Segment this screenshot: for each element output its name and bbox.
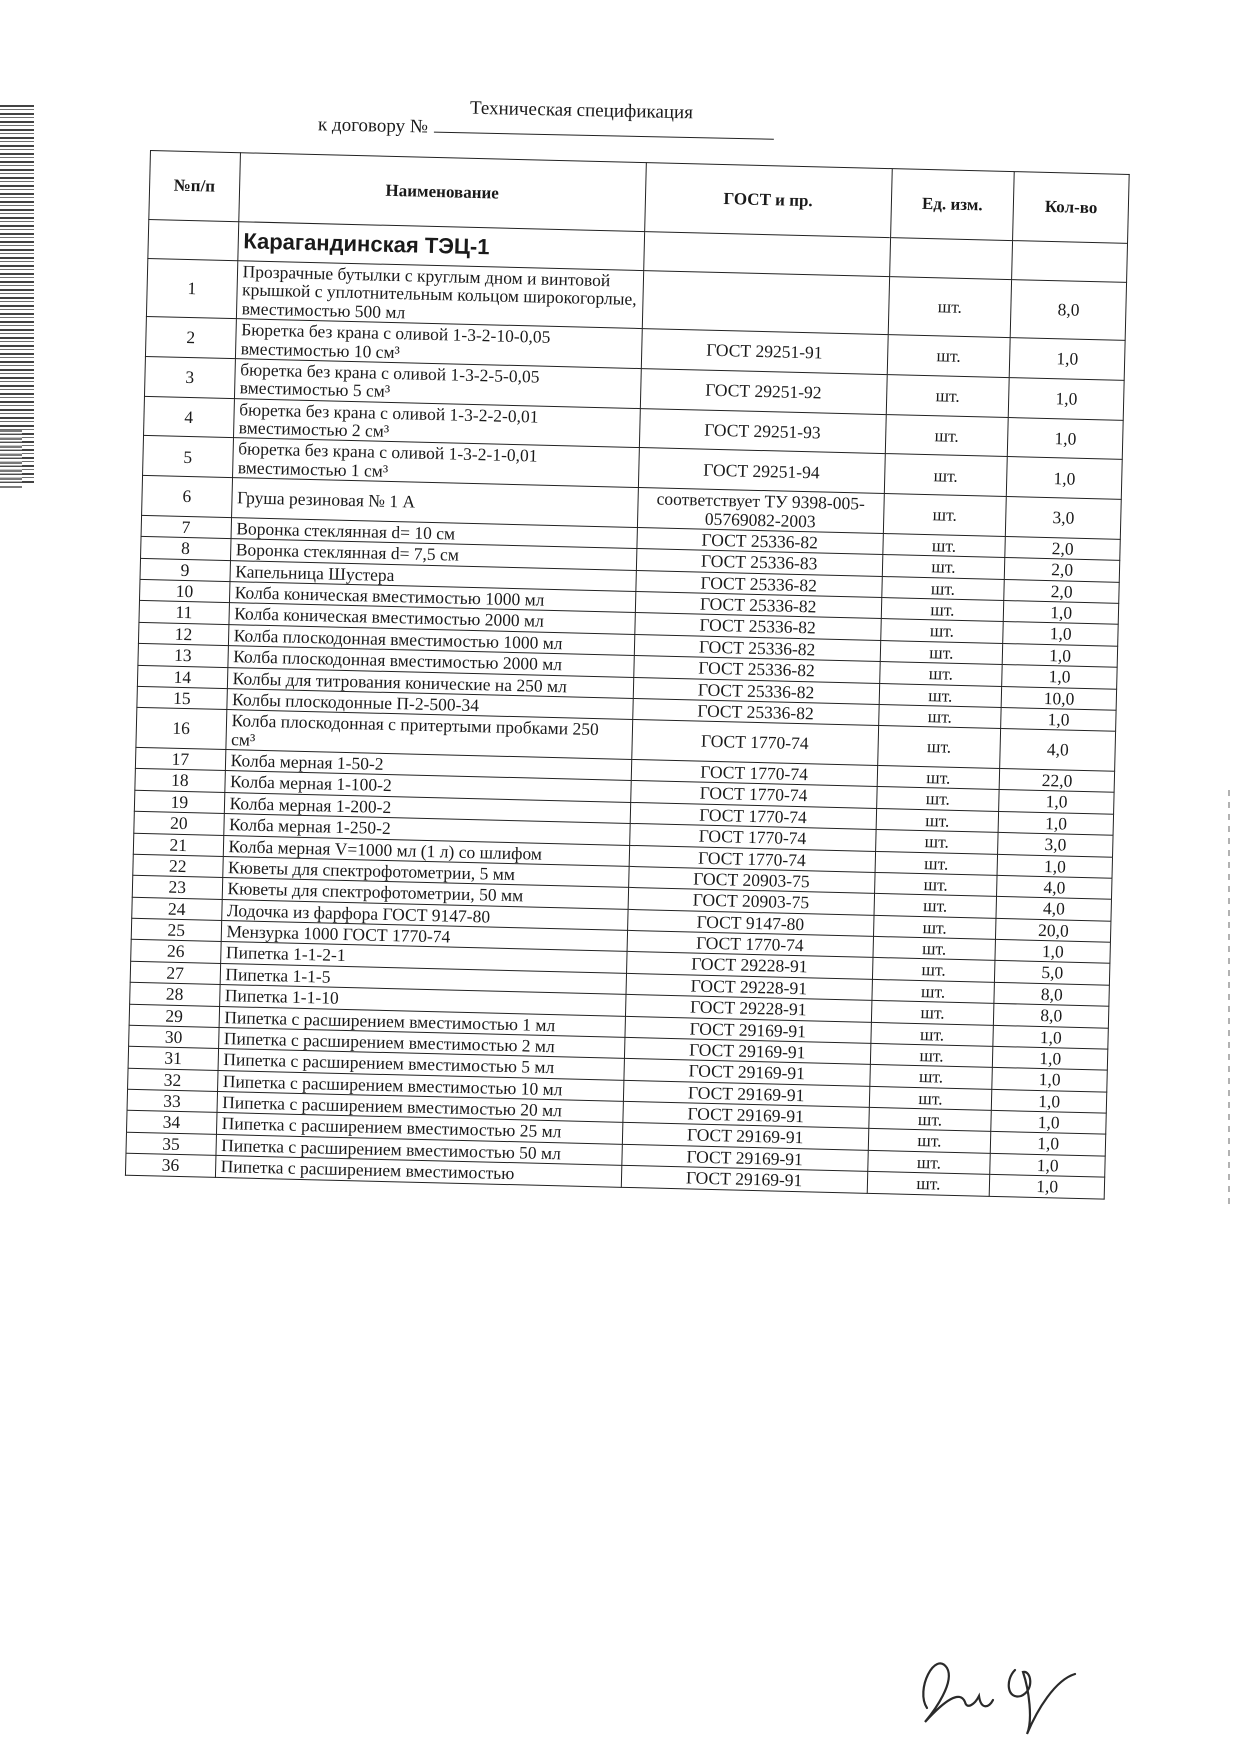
row-number-cell: 23 bbox=[132, 876, 222, 900]
row-name-cell: Прозрачные бутылки с круглым дном и винтовой крышкой с уплотнительным кольцом широкогорлые, вместимостью 500 мл bbox=[236, 261, 643, 329]
row-gost-cell: ГОСТ 9147-80 bbox=[627, 909, 873, 936]
row-number-cell: 26 bbox=[131, 940, 221, 964]
row-number-cell: 9 bbox=[140, 558, 230, 582]
row-name-cell: Пипетка с расширением вместимостью 20 мл bbox=[217, 1091, 624, 1122]
row-name-cell: бюретка без крана с оливой 1-3-2-5-0,05 вместимостью 5 см³ bbox=[234, 359, 641, 409]
column-header-name: Наименование bbox=[238, 153, 646, 232]
row-gost-cell: ГОСТ 29169-91 bbox=[621, 1165, 867, 1192]
row-quantity-cell: 4,0 bbox=[997, 875, 1112, 899]
row-number-cell: 17 bbox=[135, 747, 225, 771]
row-gost-cell: ГОСТ 25336-82 bbox=[637, 527, 883, 554]
row-unit-cell: шт. bbox=[868, 1129, 991, 1153]
row-quantity-cell: 1,0 bbox=[1007, 457, 1123, 500]
row-number-cell: 18 bbox=[135, 769, 225, 793]
row-gost-cell: ГОСТ 29169-91 bbox=[623, 1080, 869, 1107]
row-name-cell: Пипетка с расширением вместимостью 50 мл bbox=[216, 1134, 623, 1165]
row-name-cell: Пипетка с расширением вместимостью bbox=[215, 1156, 622, 1187]
row-name-cell: Пипетка с расширением вместимостью 2 мл bbox=[218, 1027, 625, 1058]
row-name-cell: Пипетка 1-1-2-1 bbox=[220, 942, 627, 973]
row-name-cell: Колба коническая вместимостью 1000 мл bbox=[229, 582, 636, 613]
row-unit-cell: шт. bbox=[869, 1086, 992, 1110]
row-unit-cell: шт. bbox=[873, 915, 996, 939]
row-name-cell: Воронка стеклянная d= 10 см bbox=[231, 517, 638, 548]
row-quantity-cell: 1,0 bbox=[1003, 622, 1118, 646]
row-number-cell: 6 bbox=[142, 476, 233, 518]
row-number-cell: 16 bbox=[136, 708, 227, 750]
row-unit-cell: шт. bbox=[872, 936, 995, 960]
row-gost-cell: ГОСТ 29228-91 bbox=[625, 995, 871, 1022]
section-num-cell bbox=[148, 219, 238, 260]
row-gost-cell: ГОСТ 1770-74 bbox=[630, 781, 876, 808]
row-quantity-cell: 1,0 bbox=[992, 1089, 1107, 1113]
row-quantity-cell: 3,0 bbox=[1006, 497, 1122, 540]
row-number-cell: 31 bbox=[128, 1046, 218, 1070]
row-number-cell: 3 bbox=[144, 356, 235, 398]
row-quantity-cell: 1,0 bbox=[995, 939, 1110, 963]
row-name-cell: Пипетка с расширением вместимостью 10 мл bbox=[217, 1070, 624, 1101]
row-quantity-cell: 2,0 bbox=[1004, 579, 1119, 603]
row-number-cell: 1 bbox=[146, 258, 237, 318]
row-name-cell: Колба плоскодонная с притертыми пробками 250 см³ bbox=[225, 710, 632, 760]
row-quantity-cell: 22,0 bbox=[1000, 768, 1115, 792]
row-unit-cell: шт. bbox=[877, 765, 1000, 789]
row-gost-cell: ГОСТ 29169-91 bbox=[622, 1123, 868, 1150]
row-name-cell: Колба мерная 1-100-2 bbox=[224, 771, 631, 802]
row-gost-cell: ГОСТ 1770-74 bbox=[627, 930, 873, 957]
row-unit-cell: шт. bbox=[888, 277, 1012, 338]
row-number-cell: 32 bbox=[128, 1068, 218, 1092]
row-number-cell: 27 bbox=[130, 961, 220, 985]
row-name-cell: Пипетка с расширением вместимостью 1 мл bbox=[219, 1006, 626, 1037]
row-number-cell: 22 bbox=[133, 854, 223, 878]
row-name-cell: бюретка без крана с оливой 1-3-2-1-0,01 вместимостью 1 см³ bbox=[232, 438, 639, 488]
row-name-cell: бюретка без крана с оливой 1-3-2-2-0,01 вместимостью 2 см³ bbox=[233, 398, 640, 448]
row-unit-cell: шт. bbox=[876, 787, 999, 811]
row-quantity-cell: 1,0 bbox=[993, 1025, 1108, 1049]
row-gost-cell: ГОСТ 29169-91 bbox=[624, 1059, 870, 1086]
row-gost-cell: ГОСТ 20903-75 bbox=[628, 888, 874, 915]
row-gost-cell: ГОСТ 29169-91 bbox=[625, 1016, 871, 1043]
row-unit-cell: шт. bbox=[869, 1065, 992, 1089]
row-quantity-cell: 1,0 bbox=[997, 854, 1112, 878]
row-gost-cell: ГОСТ 1770-74 bbox=[631, 759, 877, 786]
row-name-cell: Пипетка с расширением вместимостью 5 мл bbox=[218, 1049, 625, 1080]
row-number-cell: 35 bbox=[126, 1132, 216, 1156]
row-quantity-cell: 3,0 bbox=[998, 833, 1113, 857]
row-number-cell: 11 bbox=[139, 601, 229, 625]
column-header-gost: ГОСТ и пр. bbox=[644, 163, 891, 238]
row-gost-cell: ГОСТ 29228-91 bbox=[626, 952, 872, 979]
row-name-cell: Колба плоскодонная вместимостью 2000 мл bbox=[227, 646, 634, 677]
row-gost-cell: ГОСТ 1770-74 bbox=[629, 824, 875, 851]
row-unit-cell: шт. bbox=[882, 533, 1005, 557]
row-name-cell: Колбы плоскодонные П-2-500-34 bbox=[226, 688, 633, 719]
row-quantity-cell: 1,0 bbox=[991, 1132, 1106, 1156]
row-quantity-cell: 1,0 bbox=[1003, 643, 1118, 667]
scan-artifact-margin bbox=[1228, 790, 1230, 1210]
row-number-cell: 4 bbox=[144, 396, 235, 438]
row-number-cell: 21 bbox=[133, 833, 223, 857]
row-quantity-cell: 1,0 bbox=[1008, 417, 1124, 460]
row-quantity-cell: 8,0 bbox=[994, 1004, 1109, 1028]
row-gost-cell: ГОСТ 29169-91 bbox=[623, 1101, 869, 1128]
row-gost-cell: ГОСТ 25336-82 bbox=[635, 591, 881, 618]
row-number-cell: 12 bbox=[138, 622, 228, 646]
row-number-cell: 34 bbox=[127, 1111, 217, 1135]
row-name-cell: Воронка стеклянная d= 7,5 см bbox=[230, 539, 637, 570]
row-number-cell: 20 bbox=[134, 811, 224, 835]
row-number-cell: 25 bbox=[131, 918, 221, 942]
row-number-cell: 13 bbox=[138, 643, 228, 667]
row-unit-cell: шт. bbox=[870, 1043, 993, 1067]
column-header-unit: Ед. изм. bbox=[890, 169, 1015, 241]
row-unit-cell: шт. bbox=[879, 683, 1002, 707]
row-unit-cell: шт. bbox=[882, 555, 1005, 579]
row-name-cell: Груша резиновая № 1 А bbox=[231, 478, 638, 528]
row-gost-cell: ГОСТ 25336-82 bbox=[634, 634, 880, 661]
row-gost-cell: ГОСТ 29228-91 bbox=[626, 973, 872, 1000]
row-name-cell: Колба мерная 1-50-2 bbox=[225, 750, 632, 781]
row-unit-cell: шт. bbox=[867, 1171, 990, 1195]
row-unit-cell: шт. bbox=[887, 335, 1011, 378]
row-unit-cell: шт. bbox=[871, 1001, 994, 1025]
row-quantity-cell: 1,0 bbox=[990, 1153, 1105, 1177]
document-title: Техническая спецификация bbox=[469, 97, 694, 124]
row-name-cell: Колба плоскодонная вместимостью 1000 мл bbox=[228, 624, 635, 655]
row-name-cell: Пипетка с расширением вместимостью 25 мл bbox=[216, 1113, 623, 1144]
row-gost-cell: соответствует ТУ 9398-005-05769082-2003 bbox=[637, 488, 884, 534]
scan-artifact-barcode bbox=[0, 105, 34, 485]
row-number-cell: 29 bbox=[129, 1004, 219, 1028]
row-unit-cell: шт. bbox=[878, 704, 1001, 728]
row-name-cell: Бюретка без крана с оливой 1-3-2-10-0,05 вместимостью 10 см³ bbox=[235, 319, 642, 369]
row-quantity-cell: 4,0 bbox=[1000, 729, 1116, 772]
row-quantity-cell: 8,0 bbox=[1011, 280, 1127, 341]
row-gost-cell: ГОСТ 1770-74 bbox=[631, 720, 878, 766]
row-unit-cell: шт. bbox=[879, 662, 1002, 686]
row-name-cell: Колба мерная V=1000 мл (1 л) со шлифом bbox=[223, 835, 630, 866]
row-name-cell: Пипетка 1-1-10 bbox=[219, 985, 626, 1016]
row-name-cell: Колбы для титрования конические на 250 мл bbox=[227, 667, 634, 698]
row-name-cell: Мензурка 1000 ГОСТ 1770-74 bbox=[221, 920, 628, 951]
row-number-cell: 36 bbox=[125, 1153, 215, 1177]
row-number-cell: 15 bbox=[137, 686, 227, 710]
row-gost-cell: ГОСТ 25336-82 bbox=[635, 613, 881, 640]
row-gost-cell bbox=[642, 271, 889, 335]
row-unit-cell: шт. bbox=[874, 872, 997, 896]
section-title: Карагандинская ТЭЦ-1 bbox=[237, 222, 644, 271]
row-gost-cell: ГОСТ 29251-92 bbox=[640, 368, 887, 414]
row-number-cell: 19 bbox=[134, 790, 224, 814]
row-unit-cell: шт. bbox=[883, 494, 1007, 537]
row-gost-cell: ГОСТ 29251-93 bbox=[639, 408, 886, 454]
row-number-cell: 24 bbox=[132, 897, 222, 921]
row-unit-cell: шт. bbox=[871, 979, 994, 1003]
row-unit-cell: шт. bbox=[880, 640, 1003, 664]
row-number-cell: 14 bbox=[137, 665, 227, 689]
row-gost-cell: ГОСТ 25336-82 bbox=[636, 570, 882, 597]
section-gost-cell bbox=[643, 232, 890, 277]
row-quantity-cell: 1,0 bbox=[991, 1110, 1106, 1134]
handwritten-signature bbox=[905, 1630, 1095, 1740]
row-gost-cell: ГОСТ 25336-82 bbox=[633, 677, 879, 704]
row-quantity-cell: 5,0 bbox=[995, 961, 1110, 985]
row-gost-cell: ГОСТ 25336-82 bbox=[634, 656, 880, 683]
row-unit-cell: шт. bbox=[886, 374, 1010, 417]
row-quantity-cell: 1,0 bbox=[1002, 665, 1117, 689]
row-quantity-cell: 1,0 bbox=[1010, 338, 1126, 381]
row-gost-cell: ГОСТ 1770-74 bbox=[630, 802, 876, 829]
row-gost-cell: ГОСТ 29169-91 bbox=[622, 1144, 868, 1171]
section-qty-cell bbox=[1012, 241, 1128, 283]
row-name-cell: Колба коническая вместимостью 2000 мл bbox=[228, 603, 635, 634]
row-number-cell: 7 bbox=[141, 515, 231, 539]
row-number-cell: 5 bbox=[143, 436, 234, 478]
row-name-cell: Капельница Шустера bbox=[230, 560, 637, 591]
row-unit-cell: шт. bbox=[880, 619, 1003, 643]
column-header-quantity: Кол-во bbox=[1013, 172, 1129, 244]
row-gost-cell: ГОСТ 25336-82 bbox=[632, 698, 878, 725]
row-unit-cell: шт. bbox=[867, 1150, 990, 1174]
row-name-cell: Кюветы для спектрофотометрии, 50 мм bbox=[222, 878, 629, 909]
row-unit-cell: шт. bbox=[881, 576, 1004, 600]
row-quantity-cell: 2,0 bbox=[1005, 536, 1120, 560]
row-unit-cell: шт. bbox=[868, 1107, 991, 1131]
row-gost-cell: ГОСТ 25336-83 bbox=[636, 549, 882, 576]
row-gost-cell: ГОСТ 29251-94 bbox=[638, 448, 885, 494]
row-unit-cell: шт. bbox=[875, 830, 998, 854]
row-number-cell: 8 bbox=[141, 537, 231, 561]
row-name-cell: Колба мерная 1-200-2 bbox=[224, 792, 631, 823]
row-number-cell: 10 bbox=[139, 579, 229, 603]
row-quantity-cell: 1,0 bbox=[999, 790, 1114, 814]
row-number-cell: 28 bbox=[130, 982, 220, 1006]
row-unit-cell: шт. bbox=[870, 1022, 993, 1046]
row-unit-cell: шт. bbox=[875, 851, 998, 875]
row-quantity-cell: 1,0 bbox=[993, 1046, 1108, 1070]
row-name-cell: Колба мерная 1-250-2 bbox=[223, 814, 630, 845]
column-header-number: №п/п bbox=[149, 151, 240, 222]
specification-table bbox=[125, 150, 1130, 1199]
row-quantity-cell: 4,0 bbox=[996, 897, 1111, 921]
row-quantity-cell: 20,0 bbox=[996, 918, 1111, 942]
row-quantity-cell: 8,0 bbox=[994, 982, 1109, 1006]
row-unit-cell: шт. bbox=[884, 454, 1008, 497]
row-unit-cell: шт. bbox=[885, 414, 1009, 457]
row-name-cell: Пипетка 1-1-5 bbox=[220, 963, 627, 994]
row-quantity-cell: 1,0 bbox=[992, 1068, 1107, 1092]
row-quantity-cell: 1,0 bbox=[1004, 601, 1119, 625]
row-number-cell: 33 bbox=[127, 1089, 217, 1113]
row-unit-cell: шт. bbox=[872, 958, 995, 982]
row-gost-cell: ГОСТ 1770-74 bbox=[629, 845, 875, 872]
row-quantity-cell: 10,0 bbox=[1002, 686, 1117, 710]
row-unit-cell: шт. bbox=[877, 726, 1001, 769]
row-name-cell: Кюветы для спектрофотометрии, 5 мм bbox=[222, 856, 629, 887]
row-unit-cell: шт. bbox=[874, 894, 997, 918]
contract-label: к договору № bbox=[317, 114, 429, 138]
contract-line bbox=[318, 113, 774, 146]
row-quantity-cell: 1,0 bbox=[998, 811, 1113, 835]
section-unit-cell bbox=[889, 238, 1013, 280]
scan-artifact-mark bbox=[0, 430, 22, 490]
row-quantity-cell: 1,0 bbox=[1009, 377, 1125, 420]
row-gost-cell: ГОСТ 20903-75 bbox=[628, 866, 874, 893]
row-quantity-cell: 1,0 bbox=[1001, 707, 1116, 731]
row-quantity-cell: 2,0 bbox=[1005, 558, 1120, 582]
spec-table-container bbox=[125, 150, 1130, 1199]
row-name-cell: Лодочка из фарфора ГОСТ 9147-80 bbox=[221, 899, 628, 930]
row-number-cell: 30 bbox=[129, 1025, 219, 1049]
row-gost-cell: ГОСТ 29169-91 bbox=[624, 1037, 870, 1064]
contract-number-blank bbox=[434, 116, 774, 140]
row-unit-cell: шт. bbox=[881, 598, 1004, 622]
row-gost-cell: ГОСТ 29251-91 bbox=[641, 329, 888, 375]
row-quantity-cell: 1,0 bbox=[990, 1174, 1105, 1198]
row-unit-cell: шт. bbox=[876, 808, 999, 832]
row-number-cell: 2 bbox=[145, 317, 236, 359]
